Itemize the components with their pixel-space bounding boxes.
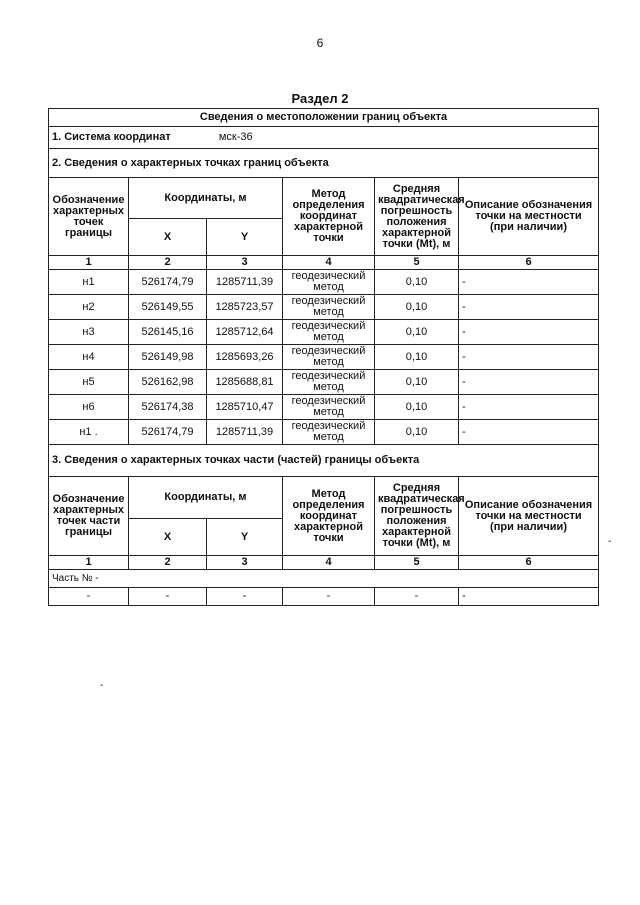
point-y: 1285712,64: [207, 320, 283, 345]
point-description: -: [459, 295, 599, 320]
point-y: 1285710,47: [207, 395, 283, 420]
header-coordinates-part: Координаты, м: [129, 477, 283, 519]
col-number: 3: [207, 256, 283, 270]
point-x: 526162,98: [129, 370, 207, 395]
edge-mark: -: [608, 536, 612, 547]
part-cell: -: [283, 588, 375, 606]
point-method: геодезический метод: [283, 295, 375, 320]
point-y: 1285711,39: [207, 270, 283, 295]
header-description: Описание обозначения точки на местности (при наличии): [459, 178, 599, 256]
point-description: -: [459, 395, 599, 420]
point-y: 1285693,26: [207, 345, 283, 370]
point-y: 1285723,57: [207, 295, 283, 320]
table-row: [49, 395, 599, 420]
column-numbers-row: [49, 256, 599, 270]
table-row: [49, 270, 599, 295]
col-number: 4: [283, 556, 375, 570]
page-number: 6: [316, 36, 324, 50]
part-cell: -: [375, 588, 459, 606]
table-row: [49, 345, 599, 370]
point-method: геодезический метод: [283, 395, 375, 420]
point-method: геодезический метод: [283, 345, 375, 370]
point-method: геодезический метод: [283, 270, 375, 295]
col-number: 5: [375, 256, 459, 270]
col-number: 1: [49, 256, 129, 270]
header-accuracy-part: Средняя квадратическая погрешность положения характерной точки (Mt), м: [375, 477, 459, 556]
header-designation-part: Обозначение характерных точек части границы: [49, 477, 129, 556]
point-mt: 0,10: [375, 295, 459, 320]
table-row: [49, 588, 599, 606]
header-accuracy: Средняя квадратическая погрешность положения характерной точки (Mt), м: [375, 178, 459, 256]
point-description: -: [459, 345, 599, 370]
col-number: 1: [49, 556, 129, 570]
header-designation: Обозначение характерных точек границы: [49, 178, 129, 256]
header-description-part: Описание обозначения точки на местности (при наличии): [459, 477, 599, 556]
col-number: 3: [207, 556, 283, 570]
point-description: -: [459, 320, 599, 345]
table-row: [49, 420, 599, 445]
part-cell: -: [459, 588, 599, 606]
part-cell: -: [207, 588, 283, 606]
coordinate-system-row: [49, 127, 599, 149]
section-3-title: 3. Сведения о характерных точках части (частей) границы объекта: [49, 445, 599, 477]
point-description: -: [459, 420, 599, 445]
point-x: 526174,38: [129, 395, 207, 420]
point-x: 526145,16: [129, 320, 207, 345]
stray-mark: -: [100, 680, 104, 691]
point-method: геодезический метод: [283, 370, 375, 395]
point-mt: 0,10: [375, 370, 459, 395]
header-x: X: [129, 219, 207, 256]
point-name: н2: [49, 295, 129, 320]
point-name: н3: [49, 320, 129, 345]
point-mt: 0,10: [375, 270, 459, 295]
point-x: 526174,79: [129, 270, 207, 295]
point-x: 526149,55: [129, 295, 207, 320]
point-mt: 0,10: [375, 345, 459, 370]
col-number: 2: [129, 256, 207, 270]
table-row: [49, 295, 599, 320]
point-method: геодезический метод: [283, 320, 375, 345]
header-coordinates: Координаты, м: [129, 178, 283, 219]
coordinate-system-label: 1. Система координат: [52, 131, 171, 143]
point-mt: 0,10: [375, 395, 459, 420]
header-y: Y: [207, 219, 283, 256]
coordinate-system-value: мск-36: [218, 131, 253, 143]
point-name: н4: [49, 345, 129, 370]
point-name: н5: [49, 370, 129, 395]
point-description: -: [459, 270, 599, 295]
section-2-title: 2. Сведения о характерных точках границ объекта: [49, 149, 599, 178]
section-title: Раздел 2: [291, 91, 349, 106]
col-number: 6: [459, 256, 599, 270]
table-row: [49, 370, 599, 395]
col-number: 2: [129, 556, 207, 570]
boundary-table: [48, 108, 599, 606]
point-x: 526149,98: [129, 345, 207, 370]
col-number: 4: [283, 256, 375, 270]
point-name: н6: [49, 395, 129, 420]
point-x: 526174,79: [129, 420, 207, 445]
point-y: 1285711,39: [207, 420, 283, 445]
column-numbers-row-part: [49, 556, 599, 570]
part-label: Часть № -: [49, 570, 599, 588]
part-cell: -: [49, 588, 129, 606]
header-method-part: Метод определения координат характерной точки: [283, 477, 375, 556]
point-name: н1: [49, 270, 129, 295]
point-description: -: [459, 370, 599, 395]
part-cell: -: [129, 588, 207, 606]
point-mt: 0,10: [375, 320, 459, 345]
point-name: н1 .: [49, 420, 129, 445]
header-x-part: X: [129, 519, 207, 556]
point-mt: 0,10: [375, 420, 459, 445]
table-row: [49, 320, 599, 345]
point-method: геодезический метод: [283, 420, 375, 445]
point-y: 1285688,81: [207, 370, 283, 395]
col-number: 5: [375, 556, 459, 570]
boundary-table-frame: [48, 108, 598, 606]
col-number: 6: [459, 556, 599, 570]
table-title: Сведения о местоположении границ объекта: [49, 109, 599, 127]
header-y-part: Y: [207, 519, 283, 556]
header-method: Метод определения координат характерной точки: [283, 178, 375, 256]
